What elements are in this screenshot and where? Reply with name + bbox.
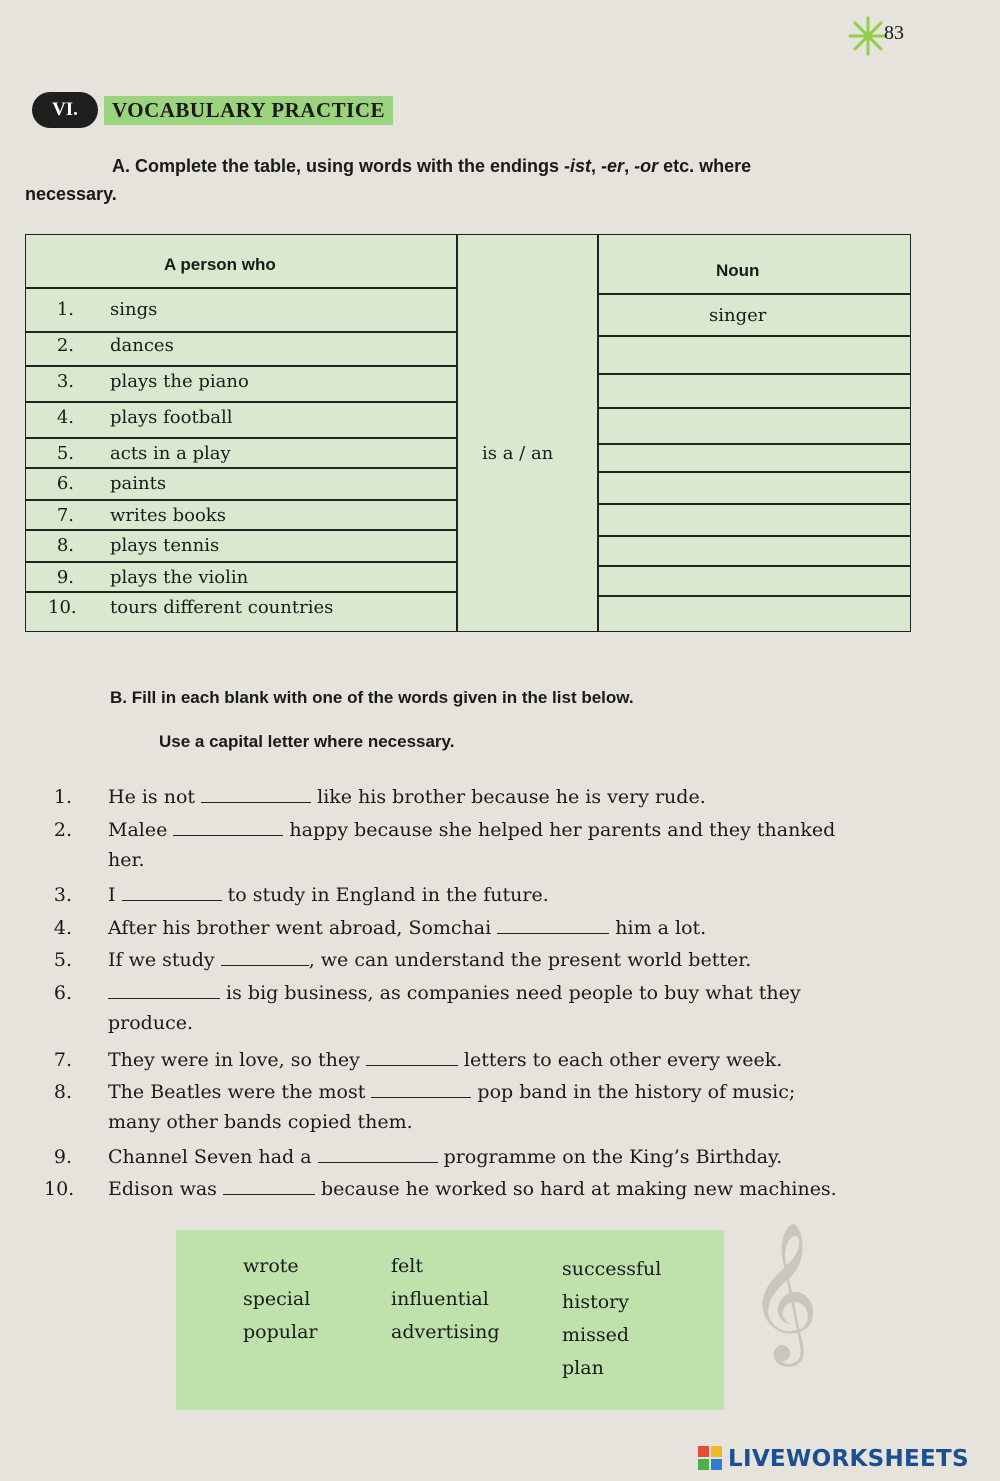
answer-blank[interactable]	[318, 1144, 438, 1163]
section-number-badge: VI.	[32, 92, 98, 128]
answer-blank[interactable]	[122, 882, 222, 901]
liveworksheets-brand	[698, 1446, 969, 1472]
section-heading	[32, 92, 393, 128]
question-text	[108, 945, 918, 975]
row-number: 1.	[56, 299, 74, 320]
treble-clef-icon: 𝄞	[748, 1222, 819, 1361]
question-text-after: like his brother because he is very rude.	[311, 786, 706, 808]
word-list-item: history	[562, 1291, 629, 1313]
word-list-item: felt	[391, 1255, 423, 1277]
question-text	[108, 880, 918, 910]
answer-blank[interactable]	[108, 980, 220, 999]
row-number: 7.	[56, 505, 74, 526]
word-list-item: plan	[562, 1357, 604, 1379]
question-text	[108, 1174, 918, 1204]
question-text	[108, 782, 918, 812]
question-number: 1.	[53, 786, 72, 808]
question-text-after: is big business, as companies need people to buy what they	[220, 982, 801, 1004]
row-number: 10.	[48, 597, 77, 618]
question-text	[108, 815, 918, 875]
part-a-instruction-suffix: etc. where	[658, 156, 752, 176]
question-text	[108, 1142, 918, 1172]
page-number: 83	[884, 22, 904, 44]
ending-or: -or	[634, 156, 659, 176]
question-number: 2.	[53, 819, 72, 841]
question-text-after: letters to each other every week.	[457, 1049, 783, 1071]
table-middle-label: is a / an	[482, 443, 554, 464]
question-number: 9.	[53, 1146, 72, 1168]
word-list-item: influential	[391, 1288, 489, 1310]
answer-blank[interactable]	[223, 1176, 315, 1195]
question-number: 3.	[53, 884, 72, 906]
question-number: 7.	[53, 1049, 72, 1071]
question-text-before: Malee	[108, 819, 174, 841]
answer-blank[interactable]	[201, 784, 311, 803]
row-noun: singer	[709, 305, 767, 326]
row-action: plays the violin	[110, 567, 249, 588]
answer-blank[interactable]	[371, 1079, 471, 1098]
word-list-item: special	[243, 1288, 311, 1310]
question-text-after: him a lot.	[609, 917, 707, 939]
question-text	[108, 913, 918, 943]
question-text-after: pop band in the history of music;	[471, 1081, 796, 1103]
row-number: 3.	[56, 371, 74, 392]
question-number: 6.	[53, 982, 72, 1004]
row-action: sings	[110, 299, 158, 320]
question-text	[108, 1045, 918, 1075]
word-list-item: popular	[243, 1321, 318, 1343]
question-text-before: The Beatles were the most	[108, 1081, 372, 1103]
word-list-item: wrote	[243, 1255, 299, 1277]
row-action: plays the piano	[110, 371, 249, 392]
question-text-after: because he worked so hard at making new machines.	[314, 1178, 837, 1200]
question-text	[108, 978, 918, 1038]
table-header-right: Noun	[716, 261, 760, 280]
question-text-before: They were in love, so they	[108, 1049, 366, 1071]
question-text-after: to study in England in the future.	[221, 884, 549, 906]
row-action: acts in a play	[110, 443, 231, 464]
answer-blank[interactable]	[173, 817, 283, 836]
word-list-item: successful	[562, 1258, 662, 1280]
question-text-after: happy because she helped her parents and they thanked	[283, 819, 836, 841]
question-text-continued: many other bands copied them.	[108, 1111, 413, 1133]
row-action: writes books	[110, 505, 226, 526]
section-title: VOCABULARY PRACTICE	[104, 96, 393, 125]
table-header-left: A person who	[164, 255, 276, 274]
part-b-instruction-cont: Use a capital letter where necessary.	[159, 732, 455, 751]
part-a-instruction-cont: necessary.	[25, 184, 117, 204]
question-number: 8.	[53, 1081, 72, 1103]
row-action: dances	[110, 335, 174, 356]
row-action: plays tennis	[110, 535, 220, 556]
question-text-before: Edison was	[108, 1178, 223, 1200]
ending-ist: -ist	[564, 156, 592, 176]
row-number: 6.	[56, 473, 74, 494]
answer-blank[interactable]	[366, 1047, 458, 1066]
row-number: 5.	[56, 443, 74, 464]
row-action: tours different countries	[110, 597, 334, 618]
question-text-continued: her.	[108, 849, 145, 871]
question-text	[108, 1077, 918, 1137]
ending-er: -er	[601, 156, 625, 176]
question-text-after: , we can understand the present world better.	[308, 949, 752, 971]
row-number: 4.	[56, 407, 74, 428]
part-a-instruction: A. Complete the table, using words with the endings -ist, -er, -or etc. where	[112, 156, 752, 176]
part-b-instruction: B. Fill in each blank with one of the words given in the list below.	[110, 688, 634, 707]
answer-blank[interactable]	[497, 915, 609, 934]
question-text-before: He is not	[108, 786, 202, 808]
question-text-before: After his brother went abroad, Somchai	[108, 917, 498, 939]
question-number: 5.	[53, 949, 72, 971]
row-action: plays football	[110, 407, 233, 428]
answer-blank[interactable]	[221, 947, 309, 966]
row-action: paints	[110, 473, 167, 494]
row-number: 8.	[56, 535, 74, 556]
brand-text: LIVEWORKSHEETS	[728, 1446, 969, 1472]
part-a-instruction-text: A. Complete the table, using words with the endings	[112, 156, 565, 176]
question-text-after: programme on the King’s Birthday.	[437, 1146, 783, 1168]
liveworksheets-logo-icon	[698, 1446, 724, 1472]
vocabulary-table	[25, 234, 911, 632]
question-text-before: Channel Seven had a	[108, 1146, 318, 1168]
question-number: 10.	[44, 1178, 75, 1200]
question-text-before: If we study	[108, 949, 221, 971]
row-number: 2.	[56, 335, 74, 356]
word-list-item: missed	[562, 1324, 630, 1346]
row-number: 9.	[56, 567, 74, 588]
question-text-before: I	[108, 884, 122, 906]
word-list-item: advertising	[391, 1321, 500, 1343]
question-number: 4.	[53, 917, 72, 939]
question-text-continued: produce.	[108, 1012, 194, 1034]
